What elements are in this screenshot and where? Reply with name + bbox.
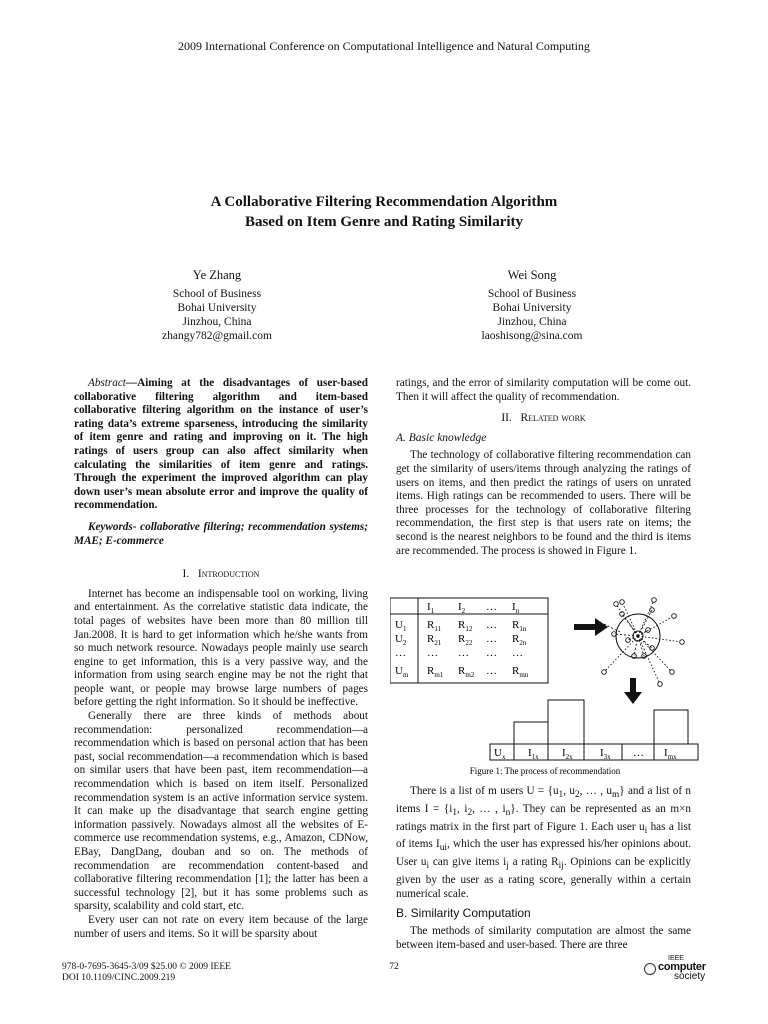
- continuation-paragraph: ratings, and the error of similarity computation will be come out. Then it will affect the quality of recommendation.: [396, 377, 691, 403]
- distant-user-node: [652, 598, 657, 603]
- subsection-similarity-computation: B. Similarity Computation: [396, 906, 531, 921]
- keywords: Keywords- collaborative filtering; recommendation systems; MAE; E-commerce: [74, 520, 368, 547]
- abstract-label: Abstract: [88, 377, 126, 389]
- abstract-text: —Aiming at the disadvantages of user-based collaborative filtering algorithm and item-based collaborative filtering algorithm on the instance of user’s rating data’s extreme sparseness, introducing the similarity of item genre and rating and improving on it. The high ratings of users group can also affect similarity when calculating the similarities of item genre and ratings. Through the experiment the improved algorithm can play down user’s mean absolute error and improve the quality of recommendation.: [74, 377, 368, 512]
- matrix-cell: …: [458, 647, 469, 659]
- matrix-cell: $R_{12}$: [458, 619, 473, 633]
- section-heading-introduction: [74, 568, 368, 582]
- matrix-cell: $R_{m2}$: [458, 665, 475, 679]
- matrix-row-label: $U_m$: [395, 665, 409, 679]
- figure-caption: Figure 1: The process of recommendation: [469, 766, 621, 776]
- author-email[interactable]: laoshisong@sina.com: [481, 330, 583, 342]
- section-title: Introduction: [197, 568, 260, 581]
- right-column-top: [396, 377, 691, 558]
- distant-user-node: [658, 682, 663, 687]
- paper-title: [0, 192, 768, 232]
- matrix-cell: $R_{21}$: [427, 633, 442, 647]
- distant-user-node: [670, 670, 675, 675]
- neighbor-link: [614, 634, 638, 636]
- footer-doi: DOI 10.1109/CINC.2009.219: [62, 973, 176, 983]
- histogram-label: $I_{3x}$: [600, 747, 611, 761]
- logo-society-text: society: [674, 971, 706, 982]
- histogram-label: $I_{mx}$: [664, 747, 677, 761]
- author-school: School of Business: [172, 288, 262, 300]
- footer-isbn: 978-0-7695-3645-3/09 $25.00 © 2009 IEEE: [62, 962, 231, 972]
- histogram-label: …: [633, 747, 644, 759]
- distant-user-node: [672, 614, 677, 619]
- matrix-row-label: …: [395, 647, 406, 659]
- title-line-1: A Collaborative Filtering Recommendation Algorithm: [210, 194, 558, 210]
- conference-header: 2009 International Conference on Computational Intelligence and Natural Computing: [178, 39, 590, 53]
- matrix-header-cell: …: [486, 601, 497, 613]
- author-block-1: [97, 268, 337, 343]
- matrix-cell: $R_{m1}$: [427, 665, 444, 679]
- arrow-down-icon: [624, 678, 642, 704]
- matrix-cell: $R_{mn}$: [512, 665, 529, 679]
- left-column: [74, 377, 368, 941]
- matrix-cell: $R_{11}$: [427, 619, 442, 633]
- distant-user-node: [620, 600, 625, 605]
- histogram-label: $U_x$: [494, 747, 506, 761]
- matrix-cell: …: [486, 647, 497, 659]
- author-university: Bohai University: [492, 302, 572, 314]
- author-email[interactable]: zhangy782@gmail.com: [162, 330, 272, 342]
- arrow-right-icon: [574, 618, 608, 636]
- rating-matrix: [390, 598, 548, 683]
- logo-computer-text: computer: [658, 961, 706, 973]
- footer-isbn-block: [62, 962, 231, 984]
- matrix-cell: …: [486, 665, 497, 677]
- distant-link: [638, 616, 674, 636]
- distant-link: [638, 636, 660, 684]
- neighbor-node: [626, 638, 631, 643]
- matrix-row-label: $U_2$: [395, 633, 407, 647]
- rating-histogram: [490, 700, 698, 761]
- distant-user-node: [614, 602, 619, 607]
- matrix-header-cell: $I_2$: [458, 601, 466, 615]
- intro-paragraph: Every user can not rate on every item because of the large number of users and items. So it will be sparsity about: [74, 913, 368, 940]
- figure-1: [390, 596, 700, 778]
- abstract: [74, 377, 368, 513]
- matrix-header-cell: $I_1$: [427, 601, 435, 615]
- ieee-computer-society-logo: [640, 955, 712, 981]
- distant-user-node: [680, 640, 685, 645]
- distant-user-node: [602, 670, 607, 675]
- section-number: I.: [182, 568, 190, 581]
- author-university: Bohai University: [177, 302, 257, 314]
- author-name: Ye Zhang: [192, 268, 242, 282]
- author-school: School of Business: [487, 288, 577, 300]
- matrix-cell: …: [486, 633, 497, 645]
- section-heading-related-work: [396, 412, 691, 426]
- users-items-paragraph: There is a list of m users $U = \{u_1$, $u_2$, … , $u_m$} and a list of n items $I = \{i_1$, $i_2$, … , $i_n$}. They can be represented as an m×n ratings matrix in the first part of Figure 1. Each user $u_i$ has a list of items $I_{ui}$, which the user has expressed his/her opinions about. User $u_i$ can give items $i_j$ a rating $R_{ij}$. Opinions can be explicitly given by the user as a rating score, generally within a certain numerical scale.: [396, 785, 692, 900]
- section-title: Related work: [520, 412, 586, 425]
- matrix-cell: $R_{2n}$: [512, 633, 527, 647]
- matrix-cell: …: [486, 619, 497, 631]
- author-block-2: [412, 268, 652, 343]
- intro-paragraph: Internet has become an indispensable tool on working, living and entertainment. As the correlative statistic data indicate, the total pages of websites have been more than 80 million till Jan.2008. It is hard to get information which he/she wants from so much network resource. Nowadays people mainly use search engine to get information, this is a very passive way, and the information from using search engine may be not the right that people want, or people may browse large numbers of pages before getting the right information. So it should be ineffective.: [74, 587, 368, 709]
- histogram-label: $I_{1x}$: [528, 747, 539, 761]
- neighbor-link: [638, 636, 652, 648]
- matrix-cell: …: [512, 647, 523, 659]
- title-line-2: Based on Item Genre and Rating Similarity: [244, 214, 524, 230]
- page-number: 72: [389, 962, 399, 972]
- neighbor-diagram: [574, 598, 684, 704]
- subsection-basic-knowledge: A. Basic knowledge: [396, 431, 487, 444]
- author-city: Jinzhou, China: [182, 316, 252, 328]
- section-number: II.: [501, 412, 512, 425]
- matrix-cell: $R_{1n}$: [512, 619, 527, 633]
- histogram-label: $I_{2x}$: [562, 747, 573, 761]
- intro-paragraph: Generally there are three kinds of methods about recommendation: personalized recommendation—a recommendation which is based on personal action that has been past, social recommendation—a recommendation which is based on similar users that have been past, item recommendation—a recommendation which is based on item itself. Personalized recommendation system is an active information service system. It can make up the disadvantage that search engine getting information passively. Nowadays almost all the websites of E-commerce use recommendation systems, e.g., Amazon, CDNow, EBay, DangDang, douban and so on. The methods of recommendation are recommendation content-based and collaborative filtering recommendation [1]; the latter has been a successful technology [2], but it has some problems such as sparsity, scalability and cold start, etc.: [74, 710, 368, 913]
- matrix-cell: …: [427, 647, 438, 659]
- author-city: Jinzhou, China: [497, 316, 567, 328]
- matrix-header-cell: $I_n$: [512, 601, 520, 615]
- basic-knowledge-paragraph: The technology of collaborative filtering recommendation can get the similarity of users/items through analyzing the ratings of users on items, and then predict the ratings of users on unrated items. High ratings can be recommended to users. There will be three processes for the technology of collaborative filtering recommendation, the first step is that users rate on items; the second is the nearest neighbors to be found and the third is items are recommended. The process is showed in Figure 1.: [396, 449, 691, 557]
- similarity-paragraph: The methods of similarity computation are almost the same between item-based and user-based. There are three: [396, 924, 691, 951]
- right-column-bottom: [396, 785, 691, 952]
- globe-icon: [644, 963, 656, 975]
- logo-ieee-text: IEEE: [668, 955, 684, 962]
- matrix-cell: $R_{22}$: [458, 633, 473, 647]
- matrix-row-label: $U_1$: [395, 619, 407, 633]
- author-name: Wei Song: [507, 268, 557, 282]
